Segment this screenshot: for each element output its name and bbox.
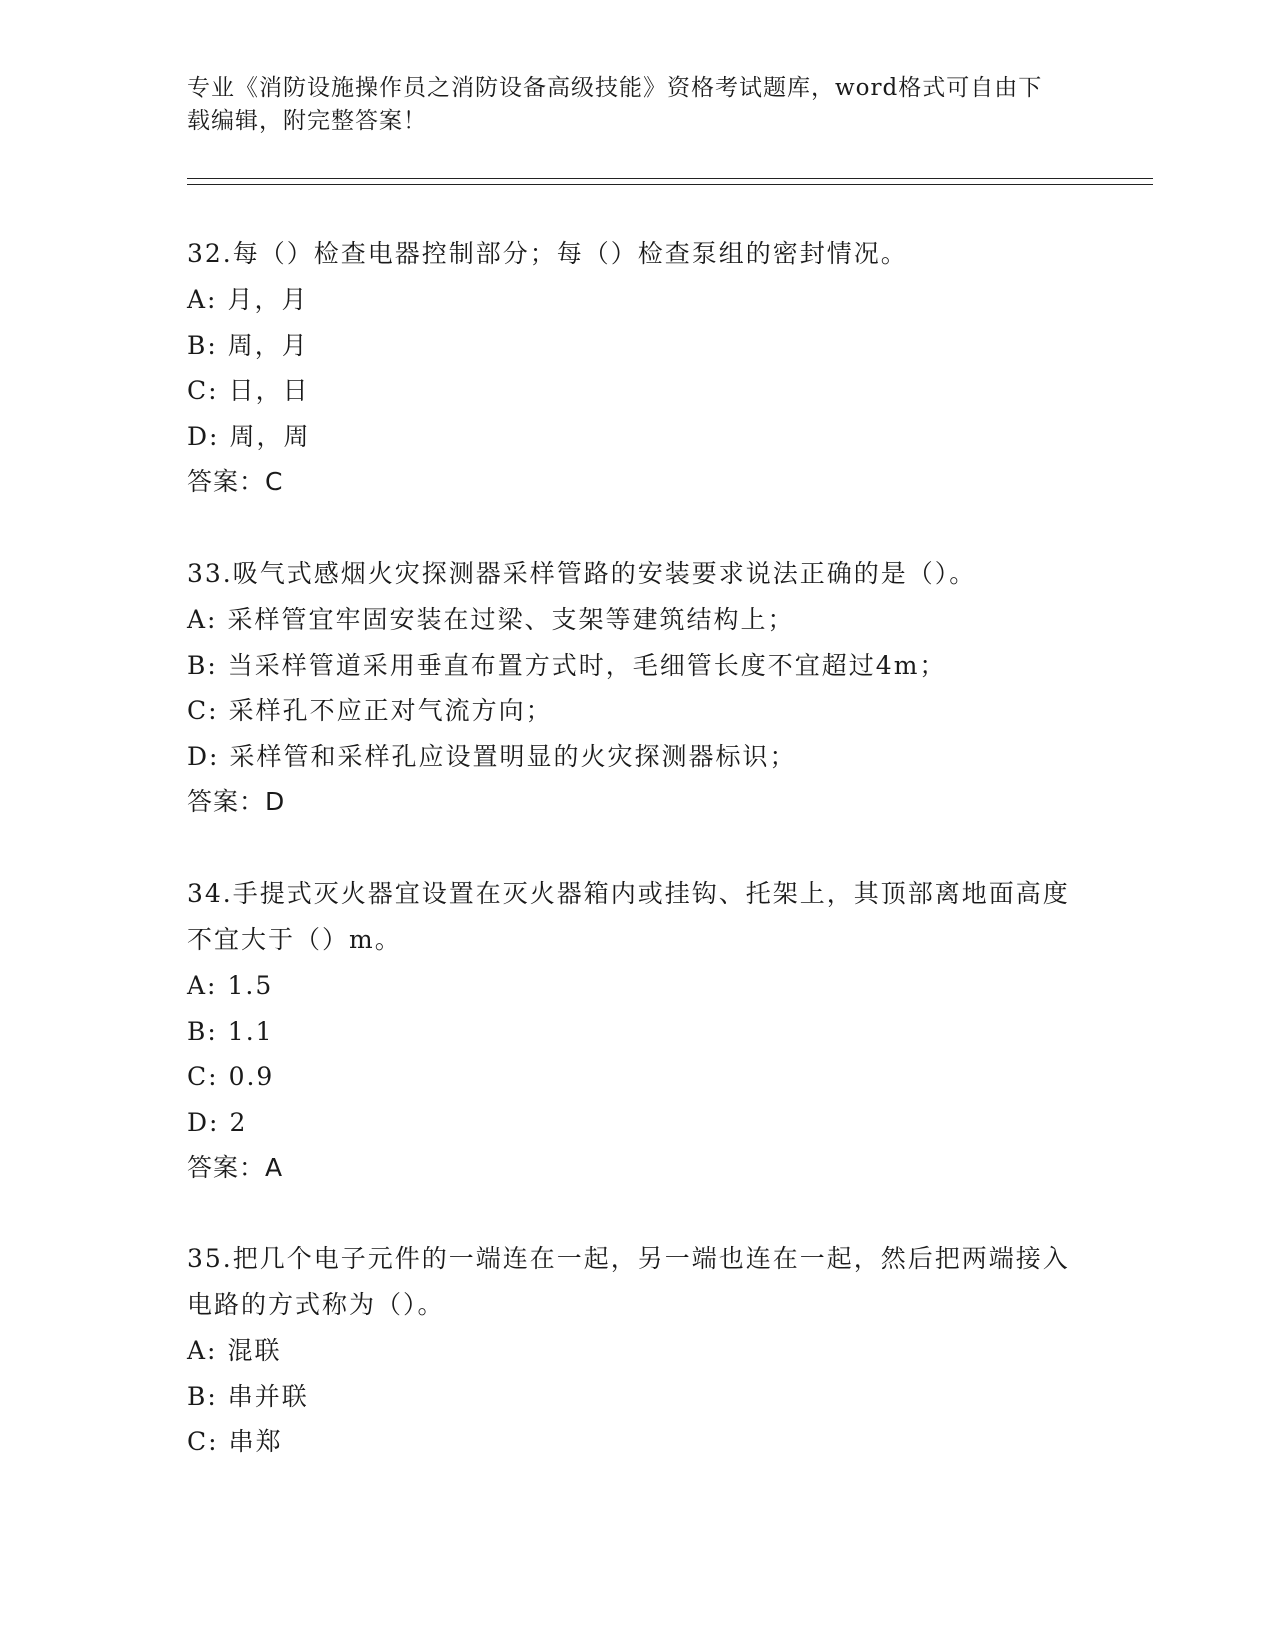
option-key: A: [187,285,218,314]
header-line-1: 专业《消防设施操作员之消防设备高级技能》资格考试题库，word格式可自由下 [187,75,1043,101]
option-a [187,597,1087,643]
question-32 [187,231,1087,505]
option-text: 周，月 [227,330,309,360]
question-stem: 35.把几个电子元件的一端连在一起，另一端也连在一起，然后把两端接入电路的方式称为（）。 [187,1244,1070,1319]
option-text: 当采样管道采用垂直布置方式时，毛细管长度不宜超过4m； [227,650,947,680]
option-key: C: [187,696,219,725]
option-key: C: [187,1062,219,1091]
option-key: A: [187,605,218,634]
question-stem: 34.手提式灭火器宜设置在灭火器箱内或挂钩、托架上，其顶部离地面高度不宜大于（）m。 [187,879,1070,954]
option-b [187,323,1087,369]
question-stem: 33.吸气式感烟火灾探测器采样管路的安装要求说法正确的是（）。 [187,559,977,588]
answer-line: 答案：D [187,787,286,816]
option-text: 采样管和采样孔应设置明显的火灾探测器标识； [229,741,797,771]
option-text: 采样孔不应正对气流方向； [228,696,553,725]
option-a [187,1328,1087,1374]
option-key: B: [187,650,218,680]
option-key: C: [187,1427,219,1456]
option-key: B: [187,1381,218,1411]
option-key: B: [187,330,218,360]
header-divider [187,178,1153,185]
document-header [187,72,1087,138]
answer-line: 答案：A [187,1153,284,1182]
option-key: B: [187,1016,218,1046]
option-a [187,963,1087,1009]
question-33 [187,551,1087,825]
option-key: A: [187,971,218,1000]
option-text: 日，日 [228,376,310,405]
header-line-2: 载编辑，附完整答案！ [187,108,427,134]
option-c [187,368,1087,414]
option-c [187,1419,1087,1465]
question-35 [187,1236,1087,1465]
option-text: 周，周 [229,421,311,451]
option-key: D: [187,741,220,771]
option-text: 串并联 [227,1381,309,1411]
option-b [187,1009,1087,1055]
option-text: 采样管宜牢固安装在过梁、支架等建筑结构上； [227,605,795,634]
option-a [187,277,1087,323]
option-key: D: [187,421,220,451]
option-d [187,414,1087,460]
option-key: C: [187,376,219,405]
option-key: D: [187,1107,220,1137]
option-b [187,643,1087,689]
option-d [187,1100,1087,1146]
option-c [187,688,1087,734]
option-c [187,1054,1087,1100]
option-text: 混联 [227,1336,282,1365]
question-stem: 32.每（）检查电器控制部分；每（）检查泵组的密封情况。 [187,239,908,268]
option-text: 1.5 [227,971,274,1000]
option-b [187,1374,1087,1420]
option-text: 2 [229,1107,248,1137]
option-text: 0.9 [228,1062,275,1091]
option-text: 串郑 [228,1427,283,1456]
answer-line: 答案：C [187,467,284,496]
option-key: A: [187,1336,218,1365]
question-34 [187,871,1087,1191]
option-text: 月，月 [227,285,309,314]
option-text: 1.1 [227,1016,274,1046]
option-d [187,734,1087,780]
